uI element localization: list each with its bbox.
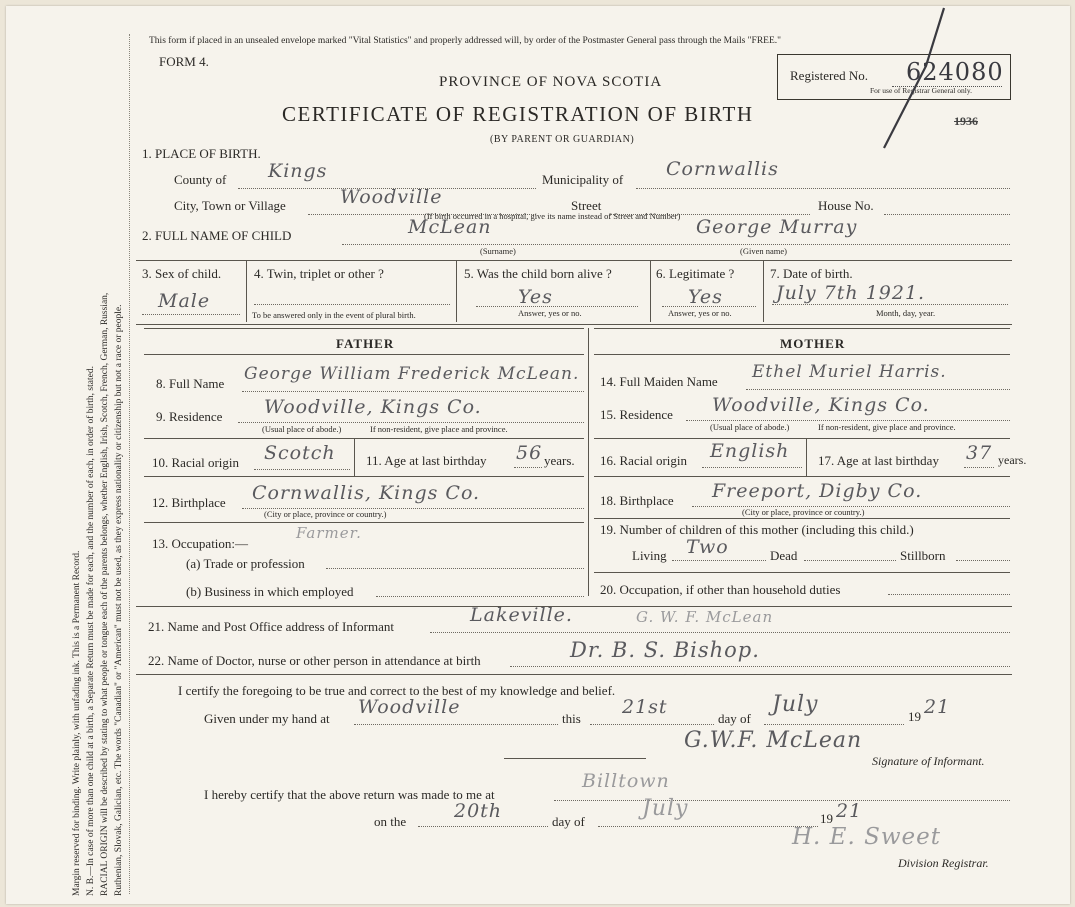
father-birthplace-label: 12. Birthplace: [152, 495, 226, 510]
mother-children-label: 19. Number of children of this mother (including this child.): [600, 522, 914, 537]
given-day: 21st: [622, 696, 668, 718]
mother-residence-note2: If non-resident, give place and province.: [818, 422, 956, 432]
postal-notice: This form if placed in an unsealed envelope marked "Vital Statistics" and properly addressed will, by order of the Postmaster General pass through the Mails "FREE.": [149, 36, 782, 46]
mother-name-value: Ethel Muriel Harris.: [752, 362, 947, 382]
legitimate-value: Yes: [688, 286, 723, 308]
mother-name-label: 14. Full Maiden Name: [600, 374, 718, 389]
child-name-label: 2. FULL NAME OF CHILD: [142, 228, 292, 243]
registered-no-label: Registered No.: [790, 68, 868, 83]
binding-margin-line: [129, 34, 130, 894]
given-year-prefix: 19: [908, 709, 921, 724]
county-label: County of: [174, 172, 227, 187]
registrar-year-prefix: 19: [820, 811, 833, 826]
given-month: July: [772, 692, 819, 717]
doctor-name: Dr. B. S. Bishop.: [570, 638, 760, 662]
surname-note: (Surname): [480, 246, 516, 256]
hospital-note: (If birth occurred in a hospital, give its name instead of Street and Number): [424, 211, 681, 221]
child-given-name: George Murray: [696, 216, 858, 238]
mother-residence-label: 15. Residence: [600, 407, 673, 422]
legitimate-label: 6. Legitimate ?: [656, 266, 735, 281]
city-value: Woodville: [340, 186, 443, 208]
informant-label: 21. Name and Post Office address of Informant: [148, 619, 394, 634]
alive-value: Yes: [518, 286, 553, 308]
given-name-note: (Given name): [740, 246, 787, 256]
this-label: this: [562, 711, 581, 726]
registrar-month: July: [642, 796, 689, 821]
stamp-year: 1936: [954, 114, 978, 128]
father-occupation-label: 13. Occupation:—: [152, 536, 249, 551]
father-age-label: 11. Age at last birthday: [366, 453, 487, 468]
legitimate-answer-note: Answer, yes or no.: [668, 308, 732, 318]
dob-label: 7. Date of birth.: [770, 266, 853, 281]
dob-value: July 7th 1921.: [776, 282, 926, 304]
mother-birthplace-note: (City or place, province or country.): [742, 507, 865, 517]
mother-residence-value: Woodville, Kings Co.: [712, 394, 930, 416]
father-age-years: years.: [544, 453, 575, 468]
certificate-subtitle: (BY PARENT OR GUARDIAN): [490, 134, 635, 145]
street-label: Street: [571, 198, 602, 213]
father-trade-label: (a) Trade or profession: [186, 556, 305, 571]
informant-signature: G.W.F. McLean: [684, 728, 863, 753]
alive-answer-note: Answer, yes or no.: [518, 308, 582, 318]
informant-name: G. W. F. McLean: [636, 608, 774, 626]
margin-note-binding: Margin reserved for binding. Write plainly, with unfading ink. This is a Permanent Record.: [72, 550, 82, 896]
margin-note-racial-origin: RACIAL ORIGIN will be described by stating to what people or tongue each of the parents belongs, whether English, Irish, Scotch, French, German, Russian,: [100, 292, 110, 896]
doctor-label: 22. Name of Doctor, nurse or other person in attendance at birth: [148, 653, 481, 668]
father-birthplace-value: Cornwallis, Kings Co.: [252, 482, 481, 504]
city-label: City, Town or Village: [174, 198, 286, 213]
father-name-label: 8. Full Name: [156, 376, 225, 391]
registrar-signature: H. E. Sweet: [792, 824, 941, 850]
father-residence-label: 9. Residence: [156, 409, 223, 424]
given-place: Woodville: [358, 696, 461, 718]
house-no-label: House No.: [818, 198, 874, 213]
mother-age-years: years.: [998, 453, 1027, 467]
mother-racial-label: 16. Racial origin: [600, 453, 688, 468]
margin-note-multiple-birth: N. B.—In case of more than one child at a birth, a Separate Return must be made for each, and the number of each, in order of birth, stated.: [86, 366, 96, 896]
informant-signature-label: Signature of Informant.: [872, 754, 985, 768]
mother-birthplace-label: 18. Birthplace: [600, 493, 674, 508]
twin-label: 4. Twin, triplet or other ?: [254, 266, 384, 281]
given-day-of-label: day of: [718, 711, 751, 726]
father-residence-value: Woodville, Kings Co.: [264, 396, 482, 418]
certificate-title: CERTIFICATE OF REGISTRATION OF BIRTH: [282, 102, 754, 126]
registered-number: 624080: [906, 58, 1004, 86]
county-value: Kings: [268, 160, 328, 182]
certify-statement: I certify the foregoing to be true and correct to the best of my knowledge and belief.: [178, 683, 616, 698]
father-age-value: 56: [516, 442, 543, 464]
mother-age-label: 17. Age at last birthday: [818, 453, 939, 468]
registrar-use-note: For use of Registrar General only.: [870, 86, 972, 95]
mother-heading: MOTHER: [780, 336, 846, 351]
sex-value: Male: [158, 290, 211, 312]
given-year-suffix: 21: [924, 696, 951, 718]
mother-birthplace-value: Freeport, Digby Co.: [712, 480, 923, 502]
sex-label: 3. Sex of child.: [142, 266, 222, 281]
registrar-day: 20th: [454, 800, 503, 822]
father-birthplace-note: (City or place, province or country.): [264, 509, 387, 519]
father-racial-label: 10. Racial origin: [152, 455, 240, 470]
registrar-day-of-label: day of: [552, 814, 585, 829]
registrar-certify: I hereby certify that the above return was made to me at: [204, 787, 495, 802]
child-surname: McLean: [408, 216, 492, 238]
father-name-value: George William Frederick McLean.: [244, 364, 580, 384]
mother-racial-value: English: [710, 440, 790, 462]
registrar-signature-label: Division Registrar.: [898, 856, 989, 870]
father-residence-note: (Usual place of abode.): [262, 424, 342, 434]
margin-note-racial-origin-cont: Ruthenian, Slovak, Galician, etc. The words "Canadian" or "American" must not be used, as they express nationality or citizenship but not a race or people.: [114, 304, 124, 896]
form-number: FORM 4.: [159, 54, 209, 69]
living-label: Living: [632, 548, 667, 563]
twin-note: To be answered only in the event of plural birth.: [252, 310, 416, 320]
certificate-sheet: [6, 6, 1070, 904]
father-business-label: (b) Business in which employed: [186, 584, 354, 599]
municipality-label: Municipality of: [542, 172, 624, 187]
father-residence-note2: If non-resident, give place and province.: [370, 424, 508, 434]
dob-note: Month, day, year.: [876, 308, 936, 318]
father-occupation-value: Farmer.: [296, 524, 362, 542]
province-heading: PROVINCE OF NOVA SCOTIA: [439, 74, 663, 90]
dead-label: Dead: [770, 548, 798, 563]
place-of-birth-heading: 1. PLACE OF BIRTH.: [142, 146, 261, 161]
registrar-year-suffix: 21: [836, 800, 863, 822]
mother-occupation-label: 20. Occupation, if other than household duties: [600, 582, 841, 597]
on-the-label: on the: [374, 814, 407, 829]
mother-residence-note: (Usual place of abode.): [710, 422, 790, 432]
informant-address: Lakeville.: [470, 604, 573, 626]
municipality-value: Cornwallis: [666, 158, 779, 180]
stillborn-label: Stillborn: [900, 548, 946, 563]
living-value: Two: [686, 536, 729, 558]
alive-label: 5. Was the child born alive ?: [464, 266, 612, 281]
father-heading: FATHER: [336, 336, 395, 351]
father-racial-value: Scotch: [264, 442, 336, 464]
mother-age-value: 37: [966, 442, 993, 464]
given-under-label: Given under my hand at: [204, 711, 330, 726]
check-mark-stroke: [864, 6, 954, 156]
registrar-place: Billtown: [582, 770, 670, 792]
